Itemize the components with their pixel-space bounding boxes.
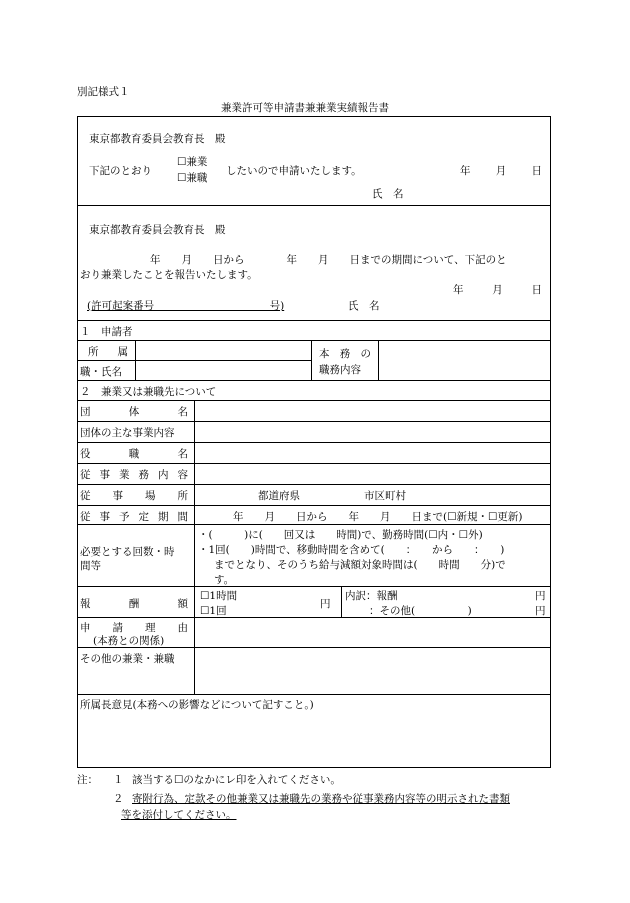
affiliation-label: 所 属 [88,346,128,358]
frequency-line3[interactable]: までとなり、そのうち給与減額対象時間は( 時間 分)で [214,559,506,571]
reason-label: 申 請 理 由 [80,622,188,634]
note1-number: １ [113,774,124,786]
section1-heading: １ 申請者 [80,326,133,338]
frequency-line2[interactable]: ・1回( )時間で、移動時間を含めて( ： から ： ) [198,544,505,556]
breakdown-other: ：その他( ) [369,605,472,617]
breakdown-other-yen: 円 [535,605,546,617]
duty-content-label: 従 事 業 務 内 容 [80,469,188,481]
supervisor-opinion-label: 所属長意見(本務への影響などについて記すこと。) [80,699,314,711]
reason-sub-label: (本務との関係) [93,635,165,647]
report-date: 年 月 日 [453,284,542,296]
note2-text-a: 寄附行為、定款その他兼業又は兼職先の業務や従事業務内容等の明示された書類 [132,793,510,805]
application-tail: したいので申請いたします。 [226,165,362,177]
report-line1: 年 月 日から 年 月 日までの期間について、下記のと [150,254,507,266]
role-label: 役 職 名 [80,448,188,460]
org-business-label: 団体の主な事業内容 [80,427,175,439]
note1-text: 該当する☐のなかにレ印を入れてください。 [132,774,341,786]
other-jobs-input[interactable] [196,648,548,693]
other-jobs-label: その他の兼業・兼職 [80,653,175,665]
period-label: 従 事 予 定 期 間 [80,511,188,523]
main-duty-label2: 職務内容 [319,364,361,376]
breakdown-label: 内訳：報酬 [345,590,398,602]
fee-yen: 円 [320,598,331,610]
permit-number: (許可起案番号 号) [87,300,285,312]
note2-text-b: 等を添付してください。 [121,809,237,821]
report-line2: おり兼業したことを報告いたします。 [80,269,258,281]
fee-label: 報 酬 額 [80,598,188,610]
application-addressee: 東京都教育委員会教育長 殿 [89,133,226,145]
note2-number: ２ [113,793,124,805]
supervisor-opinion-input[interactable] [79,712,549,766]
option-kenshoku-checkbox[interactable]: ☐兼職 [177,172,208,184]
main-duty-input[interactable] [380,341,548,379]
position-name-label: 職・氏名 [80,366,122,378]
frequency-label-1: 必要とする回数・時 [80,546,175,558]
frequency-line4: す。 [214,574,235,586]
section2-heading: ２ 兼業又は兼職先について [80,386,217,398]
place-prefecture: 都道府県 [258,490,300,502]
period-value[interactable]: 年 月 日から 年 月 日まで(☐新規・☐更新) [233,511,523,523]
breakdown-fee-yen: 円 [535,590,546,602]
notes-prefix: 注： [77,774,98,786]
report-addressee: 東京都教育委員会教育長 殿 [89,224,226,236]
fee-hour-checkbox[interactable]: ☐1時間 [200,590,238,602]
frequency-label-2: 間等 [80,560,101,572]
fee-once-checkbox[interactable]: ☐1回 [200,605,227,617]
report-name-label: 氏 名 [348,300,380,312]
main-duty-label: 本 務 の [319,348,371,360]
affiliation-input[interactable] [137,341,309,359]
document-title: 兼業許可等申請書兼兼業実績報告書 [221,102,389,114]
form-id: 別記様式１ [77,86,130,98]
option-kengyo-checkbox[interactable]: ☐兼業 [177,156,208,168]
application-date: 年 月 日 [460,165,542,177]
place-city: 市区町村 [364,490,406,502]
org-name-label: 団 体 名 [80,406,188,418]
reason-input[interactable] [196,618,548,646]
frequency-line1[interactable]: ・( )に( 回又は 時間)で、勤務時間(☐内・☐外) [198,529,483,541]
place-label: 従 事 場 所 [80,490,188,502]
application-lead: 下記のとおり [89,165,152,177]
application-name-label: 氏 名 [372,188,404,200]
position-name-input[interactable] [137,361,309,379]
